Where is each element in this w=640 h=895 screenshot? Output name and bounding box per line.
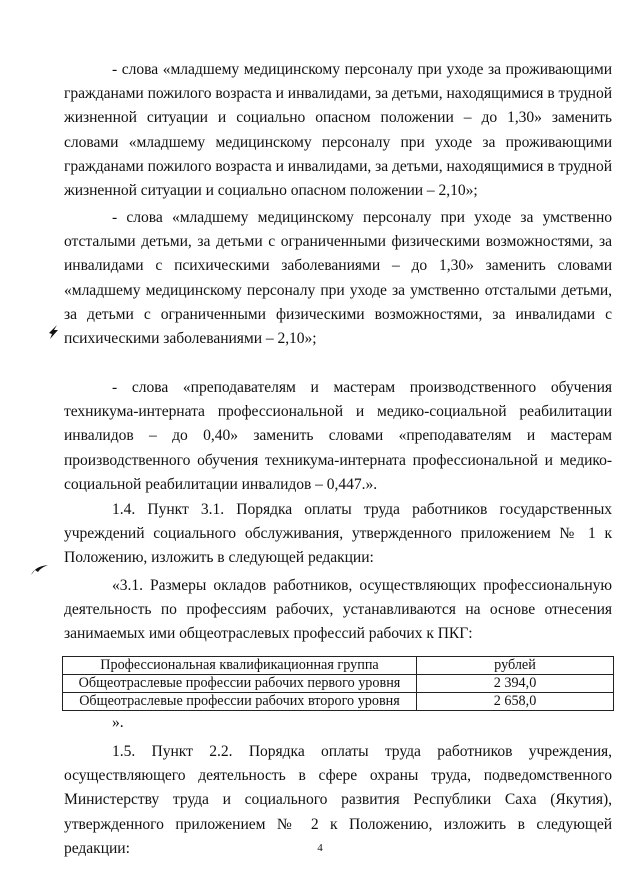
page-number: 4 <box>317 842 323 854</box>
pkg-salary-table <box>62 656 614 711</box>
paragraph-2: - слова «младшему медицинскому персоналу при уходе за умственно отсталыми детьми, за детьми с ограниченными физическими возможностями, за инвалидами с психическими заболеваниями – до 1,30» заменить словами «младшему медицинскому персоналу при уходе за умственно отсталыми детьми, за детьми с ограниченными физическими возможностями, за инвалидами с психическими заболеваниями – 2,10»; <box>64 209 612 348</box>
paragraph-1: - слова «младшему медицинскому персоналу при уходе за проживающими гражданами пожилого возраста и инвалидами, за детьми, находящимися в трудной жизненной ситуации и социально опасном положении – до 1,30» заменить словами «младшему медицинскому персоналу при уходе за проживающими гражданами пожилого возраста и инвалидами, за детьми, находящимися в трудной жизненной ситуации и социально опасном положении – 2,10»; <box>64 61 612 200</box>
scan-mark-icon <box>30 563 50 577</box>
paragraph-3: - слова «преподавателям и мастерам производственного обучения техникума-интерната профессиональной и медико-социальной реабилитации инвалидов – до 0,40» заменить словами «преподавателям и мастерам производственного обучения техникума-интерната профессиональной и медико-социальной реабилитации инвалидов – 0,447.». <box>64 379 612 493</box>
table-cell: Общеотраслевые профессии рабочих первого уровня <box>63 675 417 693</box>
table-closing-quote: ». <box>112 714 124 731</box>
table-cell: 2 658,0 <box>417 693 614 711</box>
table-row <box>63 675 614 693</box>
table-cell: Общеотраслевые профессии рабочих второго уровня <box>63 693 417 711</box>
paragraph-6: 1.5. Пункт 2.2. Порядка оплаты труда работников учреждения, осуществляющего деятельность в сфере охраны труда, подведомственного Министерству труда и социального развития Республики Саха (Якутия), утвержденного приложением № 2 к Положению, изложить в следующей редакции: <box>64 743 612 857</box>
table-cell: 2 394,0 <box>417 675 614 693</box>
table-header-cell: рублей <box>417 657 614 675</box>
scan-mark-icon <box>46 324 60 340</box>
table-header-cell: Профессиональная квалификационная группа <box>63 657 417 675</box>
table-row <box>63 693 614 711</box>
paragraph-4: 1.4. Пункт 3.1. Порядка оплаты труда работников государственных учреждений социального обслуживания, утвержденного приложением № 1 к Положению, изложить в следующей редакции: <box>64 501 612 567</box>
paragraph-5: «3.1. Размеры окладов работников, осуществляющих профессиональную деятельность по профессиям рабочих, устанавливаются на основе отнесения занимаемых ими общеотраслевых профессий рабочих к ПКГ: <box>64 577 612 643</box>
table-header-row <box>63 657 614 675</box>
